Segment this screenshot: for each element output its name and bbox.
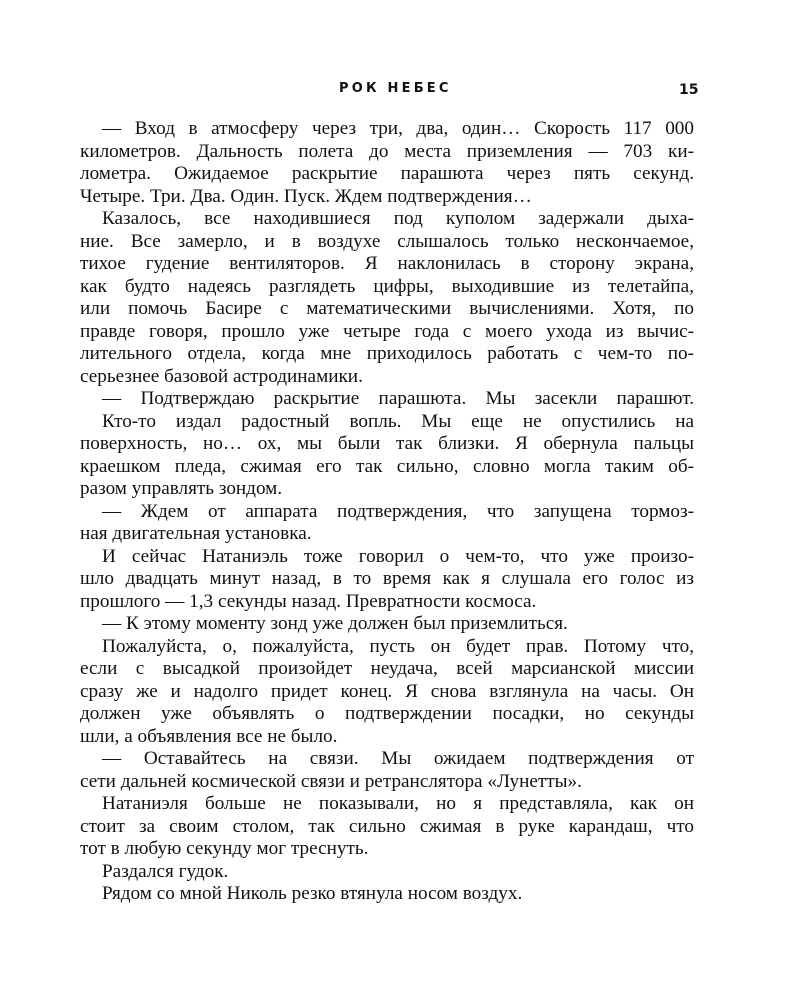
text-line: Натаниэля больше не показывали, но я представляла, как он xyxy=(102,793,694,814)
text-line: если с высадкой произойдет неудача, всей марсианской миссии xyxy=(80,658,694,679)
text-line: лометра. Ожидаемое раскрытие парашюта через пять секунд. xyxy=(80,163,694,184)
text-line: — Оставайтесь на связи. Мы ожидаем подтверждения от xyxy=(102,748,694,769)
text-line: как будто надеясь разглядеть цифры, выходившие из телетайпа, xyxy=(80,275,694,297)
text-line: тот в любую секунду мог треснуть. xyxy=(80,838,369,859)
text-line: — Вход в атмосферу через три, два, один… Скорость 117 000 xyxy=(102,118,694,139)
text-line: сразу же и надолго придет конец. Я снова взглянула на часы. Он xyxy=(80,680,694,702)
text-line: Раздался гудок. xyxy=(102,860,229,882)
text-line: — К этому моменту зонд уже должен был приземлиться. xyxy=(102,613,568,634)
text-line: краешком пледа, сжимая его так сильно, словно могла таким об- xyxy=(80,455,694,477)
text-line: серьезнее базовой астродинамики. xyxy=(80,365,363,387)
text-line: И сейчас Натаниэль тоже говорил о чем-то, что уже произо- xyxy=(102,545,694,567)
text-line: стоит за своим столом, так сильно сжимая в руке карандаш, что xyxy=(80,815,694,837)
text-line: Казалось, все находившиеся под куполом задержали дыха- xyxy=(102,208,694,229)
text-line: Пожалуйста, о, пожалуйста, пусть он будет прав. Потому что, xyxy=(102,635,694,657)
text-line: поверхность, но… ох, мы были так близки. Я обернула пальцы xyxy=(80,433,694,454)
text-line: сети дальней космической связи и ретранслятора «Лунетты». xyxy=(80,770,582,792)
text-line: Кто-то издал радостный вопль. Мы еще не опустились на xyxy=(102,410,694,432)
running-head xyxy=(0,81,800,101)
text-line: разом управлять зондом. xyxy=(80,478,283,499)
text-line: тихое гудение вентиляторов. Я наклонилась в сторону экрана, xyxy=(80,253,694,274)
text-line: лительного отдела, когда мне приходилось работать с чем-то по- xyxy=(80,343,694,364)
text-line: километров. Дальность полета до места приземления — 703 ки- xyxy=(80,140,694,162)
text-line: шло двадцать минут назад, в то время как я слушала его голос из xyxy=(80,568,694,589)
text-line: Рядом со мной Николь резко втянула носом воздух. xyxy=(102,883,523,904)
body-text xyxy=(80,118,694,906)
text-line: — Ждем от аппарата подтверждения, что запущена тормоз- xyxy=(102,500,694,522)
text-line: ная двигательная установка. xyxy=(80,523,312,544)
text-line: должен уже объявлять о подтверждении посадки, но секунды xyxy=(80,703,694,724)
running-title: РОК НЕБЕС xyxy=(339,81,452,96)
text-line: правде говоря, прошло уже четыре года с моего ухода из вычис- xyxy=(80,320,694,342)
text-line: ние. Все замерло, и в воздухе слышалось только нескончаемое, xyxy=(80,230,694,252)
page-number: 15 xyxy=(679,82,699,98)
text-line: или помочь Басире с математическими вычислениями. Хотя, по xyxy=(80,298,694,319)
text-line: Четыре. Три. Два. Один. Пуск. Ждем подтверждения… xyxy=(80,185,532,207)
text-line: прошлого — 1,3 секунды назад. Превратности космоса. xyxy=(80,590,537,612)
text-line: шли, а объявления все не было. xyxy=(80,725,338,747)
text-line: — Подтверждаю раскрытие парашюта. Мы засекли парашют. xyxy=(102,388,694,409)
